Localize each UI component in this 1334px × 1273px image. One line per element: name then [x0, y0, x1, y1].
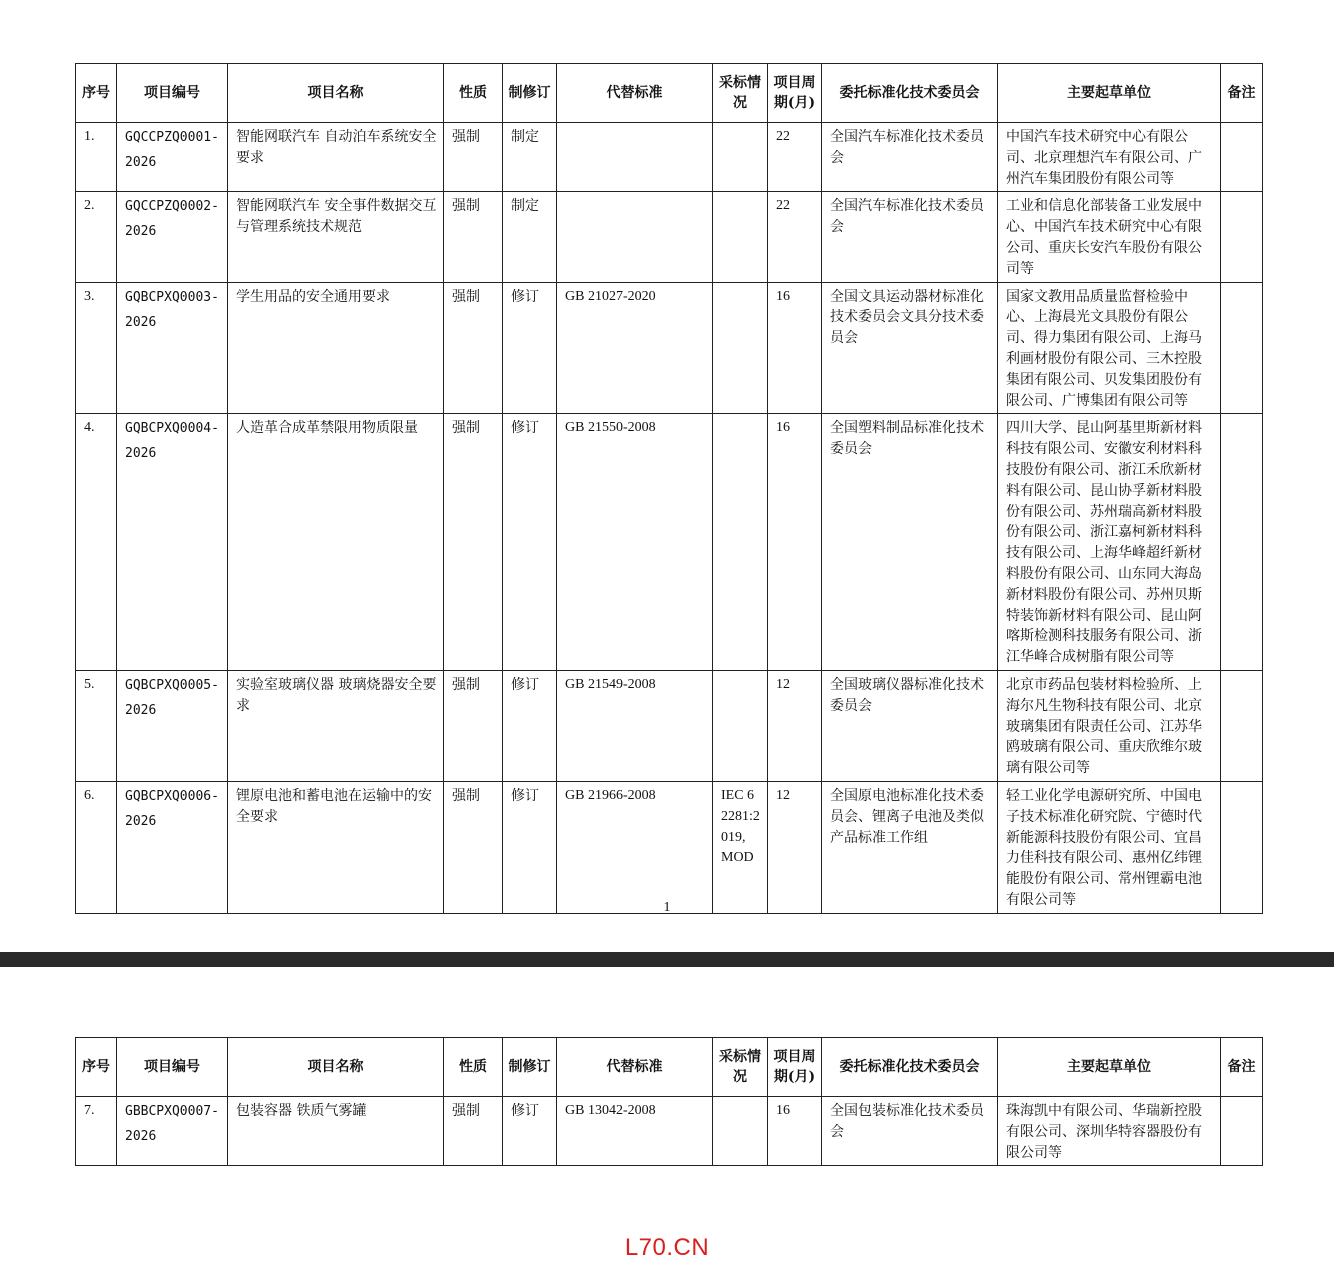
- cell-adopt: [713, 1097, 768, 1166]
- cell-seq: 6.: [76, 781, 117, 913]
- cell-committee: 全国包装标准化技术委员会: [822, 1097, 998, 1166]
- cell-nature: 强制: [444, 282, 503, 414]
- cell-nature: 强制: [444, 192, 503, 282]
- cell-period: 12: [768, 670, 822, 781]
- cell-replace: [557, 123, 713, 192]
- cell-code: GQBCPXQ0005-2026: [117, 670, 228, 781]
- cell-committee: 全国塑料制品标准化技术委员会: [822, 414, 998, 671]
- cell-name: 锂原电池和蓄电池在运输中的安全要求: [228, 781, 444, 913]
- table-row: [76, 670, 1263, 781]
- cell-adopt: IEC 62281:2019, MOD: [713, 781, 768, 913]
- cell-period: 22: [768, 192, 822, 282]
- cell-nature: 强制: [444, 670, 503, 781]
- cell-code: GQCCPZQ0001-2026: [117, 123, 228, 192]
- cell-seq: 7.: [76, 1097, 117, 1166]
- cell-note: [1221, 781, 1263, 913]
- cell-note: [1221, 414, 1263, 671]
- cell-replace: GB 21549-2008: [557, 670, 713, 781]
- header-drafter: 主要起草单位: [998, 1038, 1221, 1097]
- table-row: [76, 282, 1263, 414]
- cell-replace: GB 21550-2008: [557, 414, 713, 671]
- cell-committee: 全国汽车标准化技术委员会: [822, 123, 998, 192]
- cell-drafter: 四川大学、昆山阿基里斯新材料科技有限公司、安徽安利材料科技股份有限公司、浙江禾欣新材料有限公司、昆山协孚新材料股份有限公司、苏州瑞高新材料股份有限公司、浙江嘉柯新材料科技有限公司、上海华峰超纤新材料股份有限公司、山东同大海岛新材料股份有限公司、苏州贝斯特装饰新材料有限公司、昆山阿喀斯检测科技服务有限公司、浙江华峰合成树脂有限公司等: [998, 414, 1221, 671]
- table-header-row: [76, 64, 1263, 123]
- watermark: L70.CN: [624, 1234, 710, 1261]
- cell-note: [1221, 1097, 1263, 1166]
- cell-revise: 修订: [503, 1097, 557, 1166]
- cell-code: GBBCPXQ0007-2026: [117, 1097, 228, 1166]
- header-note: 备注: [1221, 64, 1263, 123]
- cell-name: 实验室玻璃仪器 玻璃烧器安全要求: [228, 670, 444, 781]
- header-revise: 制修订: [503, 64, 557, 123]
- header-replace: 代替标准: [557, 1038, 713, 1097]
- cell-nature: 强制: [444, 123, 503, 192]
- header-code: 项目编号: [117, 1038, 228, 1097]
- cell-code: GQBCPXQ0004-2026: [117, 414, 228, 671]
- header-period: 项目周期(月): [768, 1038, 822, 1097]
- header-name: 项目名称: [228, 1038, 444, 1097]
- header-note: 备注: [1221, 1038, 1263, 1097]
- cell-drafter: 中国汽车技术研究中心有限公司、北京理想汽车有限公司、广州汽车集团股份有限公司等: [998, 123, 1221, 192]
- header-drafter: 主要起草单位: [998, 64, 1221, 123]
- header-committee: 委托标准化技术委员会: [822, 64, 998, 123]
- cell-name: 学生用品的安全通用要求: [228, 282, 444, 414]
- standards-table-page-1: [75, 63, 1263, 914]
- header-name: 项目名称: [228, 64, 444, 123]
- cell-period: 16: [768, 1097, 822, 1166]
- table-row: [76, 781, 1263, 913]
- cell-replace: GB 21966-2008: [557, 781, 713, 913]
- cell-name: 人造革合成革禁限用物质限量: [228, 414, 444, 671]
- cell-drafter: 工业和信息化部装备工业发展中心、中国汽车技术研究中心有限公司、重庆长安汽车股份有限公司等: [998, 192, 1221, 282]
- cell-note: [1221, 192, 1263, 282]
- cell-committee: 全国文具运动器材标准化技术委员会文具分技术委员会: [822, 282, 998, 414]
- cell-revise: 制定: [503, 192, 557, 282]
- cell-drafter: 国家文教用品质量监督检验中心、上海晨光文具股份有限公司、得力集团有限公司、上海马利画材股份有限公司、三木控股集团有限公司、贝发集团股份有限公司、广博集团有限公司等: [998, 282, 1221, 414]
- cell-adopt: [713, 282, 768, 414]
- cell-seq: 4.: [76, 414, 117, 671]
- cell-seq: 3.: [76, 282, 117, 414]
- table-header-row: [76, 1038, 1263, 1097]
- cell-committee: 全国汽车标准化技术委员会: [822, 192, 998, 282]
- page-number: 1: [663, 900, 671, 915]
- cell-seq: 2.: [76, 192, 117, 282]
- header-code: 项目编号: [117, 64, 228, 123]
- cell-revise: 制定: [503, 123, 557, 192]
- cell-revise: 修订: [503, 282, 557, 414]
- header-replace: 代替标准: [557, 64, 713, 123]
- cell-period: 16: [768, 414, 822, 671]
- header-revise: 制修订: [503, 1038, 557, 1097]
- table-row: [76, 192, 1263, 282]
- cell-note: [1221, 282, 1263, 414]
- cell-period: 12: [768, 781, 822, 913]
- cell-nature: 强制: [444, 781, 503, 913]
- cell-seq: 5.: [76, 670, 117, 781]
- cell-committee: 全国玻璃仪器标准化技术委员会: [822, 670, 998, 781]
- cell-revise: 修订: [503, 670, 557, 781]
- cell-note: [1221, 670, 1263, 781]
- cell-nature: 强制: [444, 414, 503, 671]
- table-row: [76, 1097, 1263, 1166]
- cell-name: 智能网联汽车 自动泊车系统安全要求: [228, 123, 444, 192]
- header-adopt: 采标情况: [713, 64, 768, 123]
- table-row: [76, 414, 1263, 671]
- header-nature: 性质: [444, 1038, 503, 1097]
- table-row: [76, 123, 1263, 192]
- cell-adopt: [713, 192, 768, 282]
- cell-replace: [557, 192, 713, 282]
- cell-replace: GB 21027-2020: [557, 282, 713, 414]
- cell-drafter: 北京市药品包装材料检验所、上海尔凡生物科技有限公司、北京玻璃集团有限责任公司、江苏华鸥玻璃有限公司、重庆欣维尔玻璃有限公司等: [998, 670, 1221, 781]
- cell-adopt: [713, 670, 768, 781]
- header-seq: 序号: [76, 1038, 117, 1097]
- cell-code: GQCCPZQ0002-2026: [117, 192, 228, 282]
- page-separator: [0, 952, 1334, 967]
- cell-replace: GB 13042-2008: [557, 1097, 713, 1166]
- standards-table-page-2: [75, 1037, 1263, 1166]
- cell-note: [1221, 123, 1263, 192]
- header-committee: 委托标准化技术委员会: [822, 1038, 998, 1097]
- cell-nature: 强制: [444, 1097, 503, 1166]
- cell-adopt: [713, 414, 768, 671]
- cell-drafter: 珠海凯中有限公司、华瑞新控股有限公司、深圳华特容器股份有限公司等: [998, 1097, 1221, 1166]
- header-seq: 序号: [76, 64, 117, 123]
- header-nature: 性质: [444, 64, 503, 123]
- cell-period: 22: [768, 123, 822, 192]
- cell-code: GQBCPXQ0006-2026: [117, 781, 228, 913]
- header-adopt: 采标情况: [713, 1038, 768, 1097]
- cell-seq: 1.: [76, 123, 117, 192]
- cell-adopt: [713, 123, 768, 192]
- cell-revise: 修订: [503, 414, 557, 671]
- cell-revise: 修订: [503, 781, 557, 913]
- header-period: 项目周期(月): [768, 64, 822, 123]
- cell-drafter: 轻工业化学电源研究所、中国电子技术标准化研究院、宁德时代新能源科技股份有限公司、宜昌力佳科技有限公司、惠州亿纬锂能股份有限公司、常州锂霸电池有限公司等: [998, 781, 1221, 913]
- cell-committee: 全国原电池标准化技术委员会、锂离子电池及类似产品标准工作组: [822, 781, 998, 913]
- cell-period: 16: [768, 282, 822, 414]
- cell-code: GQBCPXQ0003-2026: [117, 282, 228, 414]
- cell-name: 智能网联汽车 安全事件数据交互与管理系统技术规范: [228, 192, 444, 282]
- cell-name: 包装容器 铁质气雾罐: [228, 1097, 444, 1166]
